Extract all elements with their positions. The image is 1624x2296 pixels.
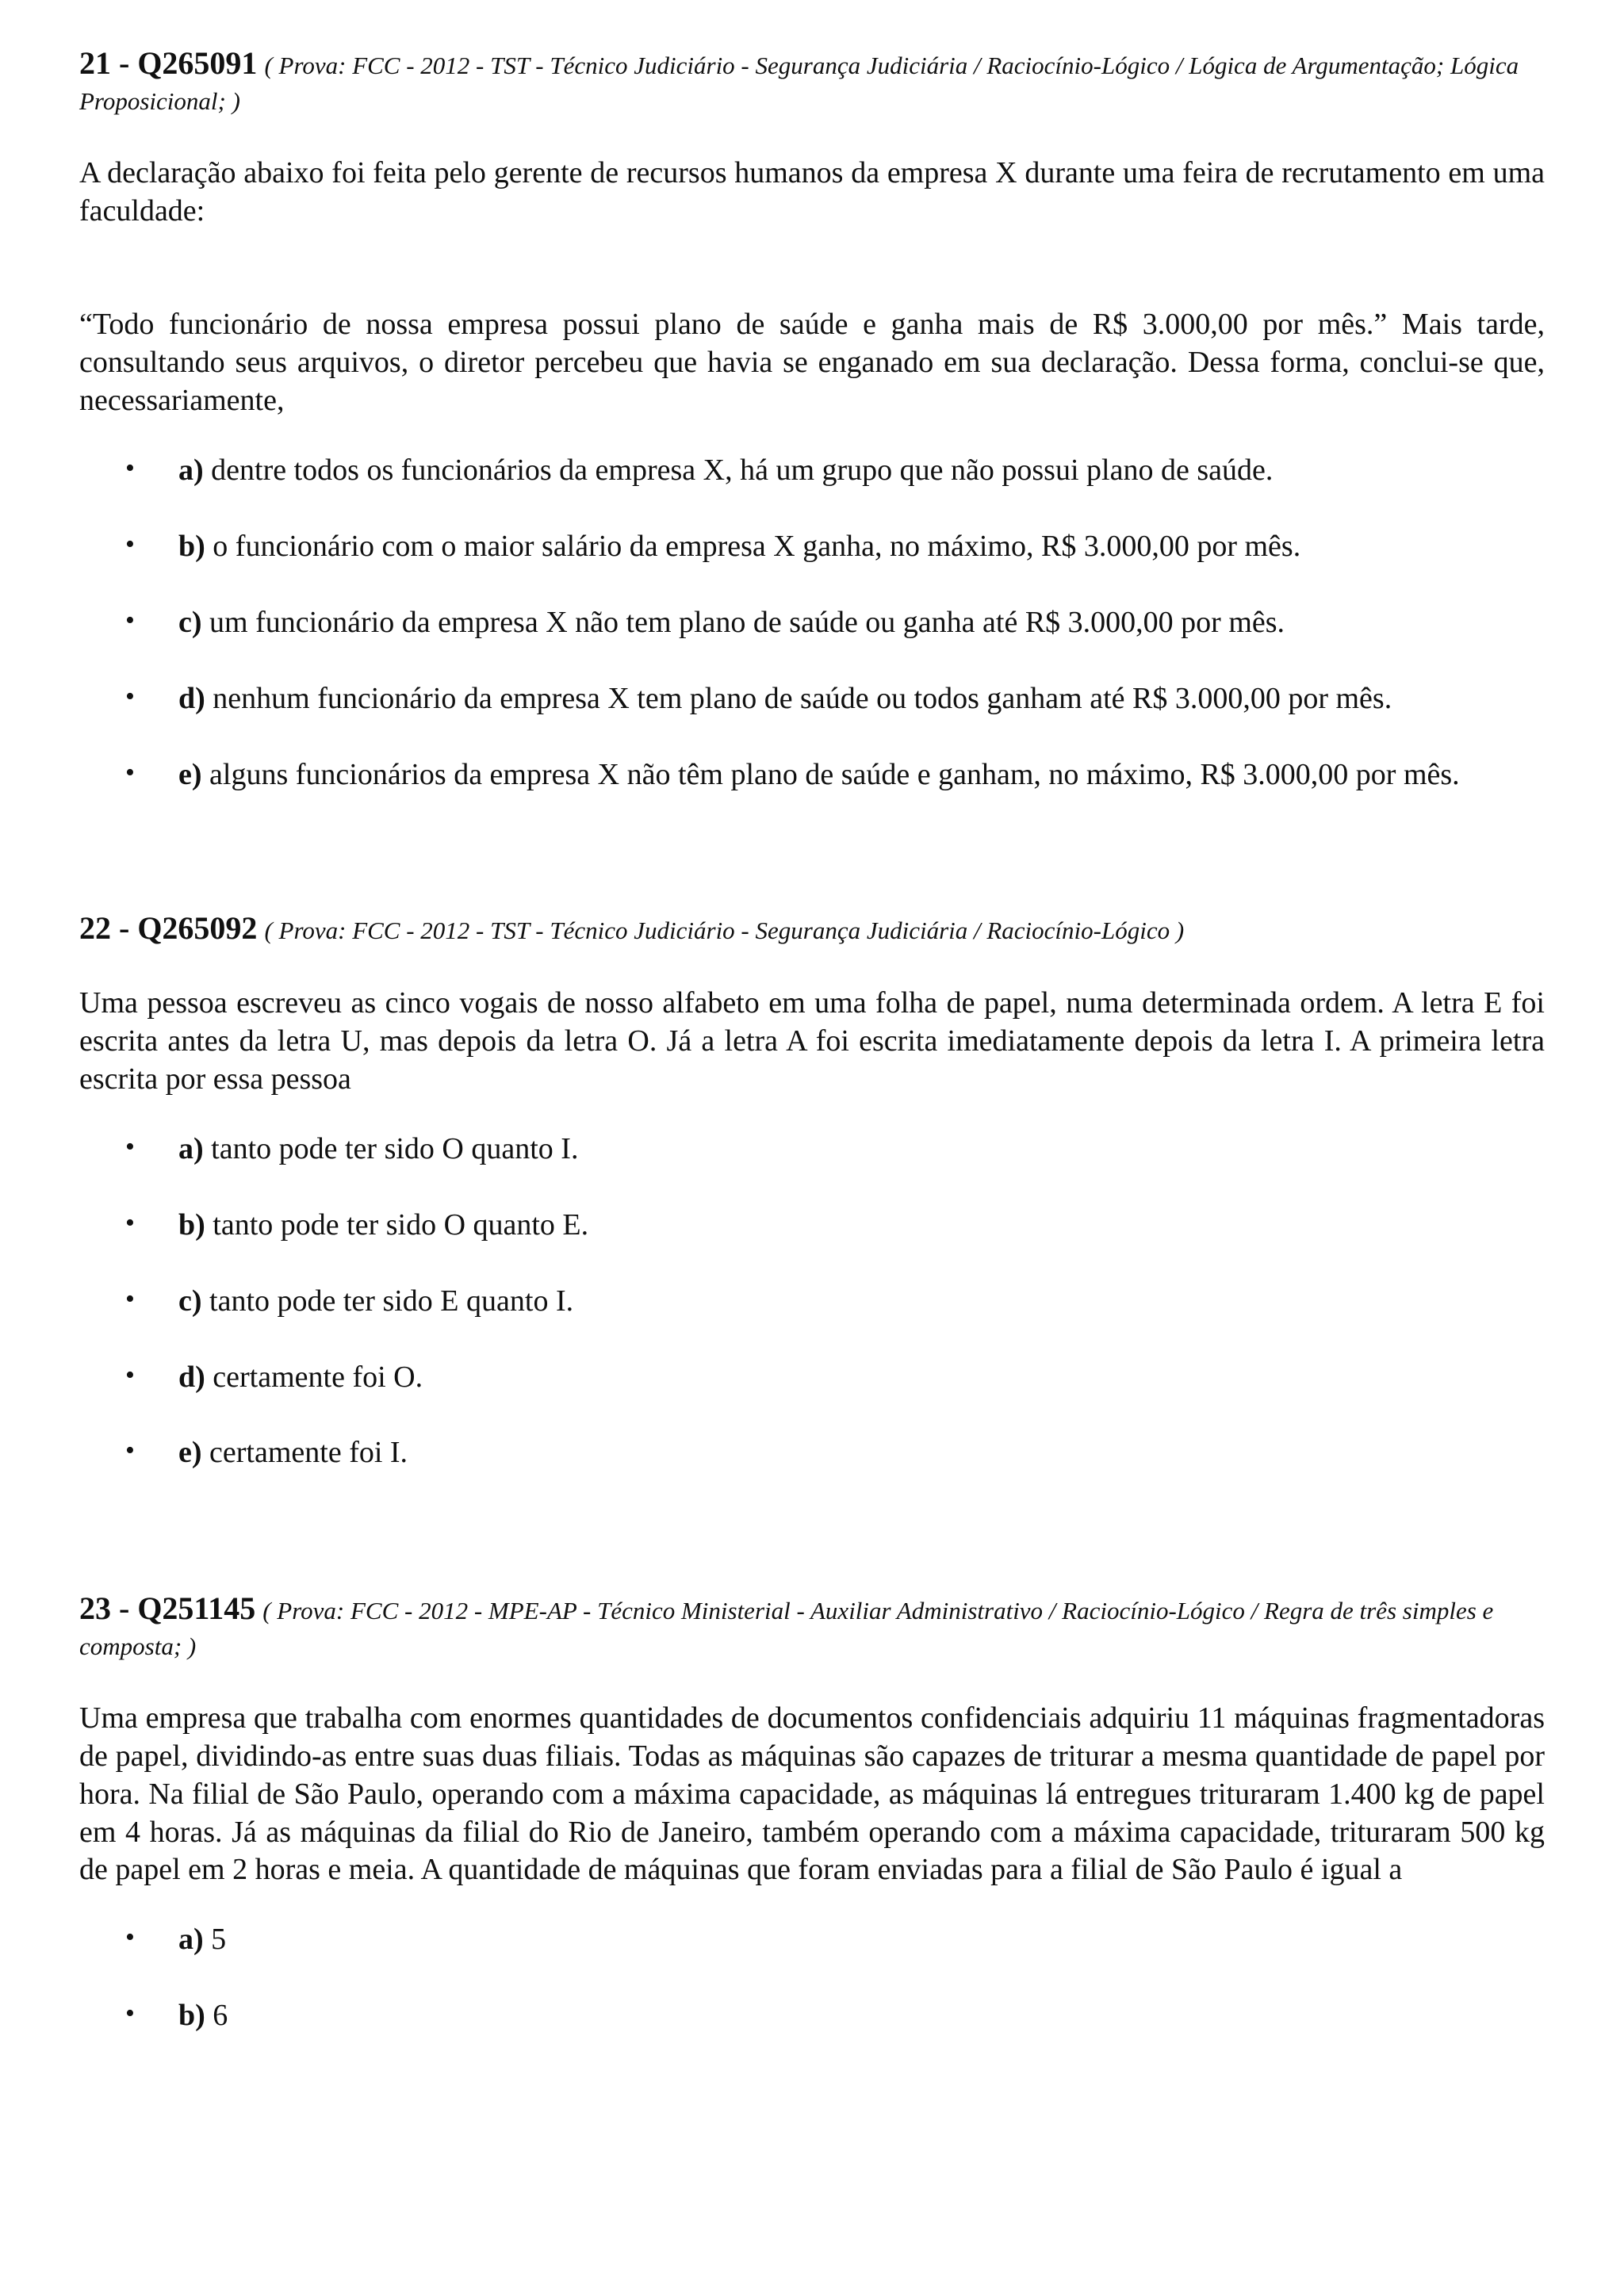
question-number: 23 - Q251145 [79,1590,256,1627]
option-letter: b) [178,529,205,563]
question-23 [79,1590,1545,2035]
question-header [79,909,1545,948]
bullet-icon: • [125,1284,135,1314]
option-letter: d) [178,681,205,715]
question-paragraph: “Todo funcionário de nossa empresa possui plano de saúde e ganha mais de R$ 3.000,00 por mês.” Mais tarde, consultando seus arquivos, o diretor percebeu que havia se enganado em sua declaração. Dessa forma, conclui-se que, necessariamente, [79,308,1545,418]
option-text: nenhum funcionário da empresa X tem plano de saúde ou todos ganham até R$ 3.000,00 por mês. [205,681,1392,715]
question-paragraph: Uma empresa que trabalha com enormes quantidades de documentos confidenciais adquiriu 11 máquinas fragmentadoras de papel, dividindo-as entre suas duas filiais. Todas as máquinas são capazes de triturar a mesma quantidade de papel por hora. Na filial de São Paulo, operando com a máxima capacidade, as máquinas lá entregues trituraram 1.400 kg de papel em 4 horas. Já as máquinas da filial do Rio de Janeiro, também operando com a máxima capacidade, trituraram 500 kg de papel em 2 horas e meia. A quantidade de máquinas que foram enviadas para a filial de São Paulo é igual a [79,1701,1545,1887]
question-meta: ( Prova: FCC - 2012 - MPE-AP - Técnico Ministerial - Auxiliar Administrativo / Raciocínio-Lógico / Regra de três simples e composta; ) [79,1597,1494,1661]
option-letter: c) [178,1284,202,1318]
option-letter: c) [178,605,202,639]
option-text: tanto pode ter sido O quanto E. [205,1207,589,1242]
option-letter: b) [178,1207,205,1242]
options-list [79,452,1545,794]
question-header [79,1590,1545,1663]
option-text: 5 [203,1923,227,1957]
option-d [79,680,1545,718]
option-e [79,1434,1545,1472]
option-c [79,1283,1545,1321]
option-b [79,528,1545,566]
option-text: tanto pode ter sido E quanto I. [201,1284,574,1318]
options-list [79,1131,1545,1472]
bullet-icon: • [125,453,135,484]
option-a [79,1131,1545,1169]
option-letter: b) [178,1999,205,2033]
option-text: 6 [205,1999,228,2033]
option-letter: a) [178,453,204,488]
question-paragraph: A declaração abaixo foi feita pelo gerente de recursos humanos da empresa X durante uma feira de recrutamento em uma faculdade: [79,155,1545,228]
section-spacer [79,832,1545,909]
option-text: o funcionário com o maior salário da empresa X ganha, no máximo, R$ 3.000,00 por mês. [205,529,1301,563]
question-21 [79,44,1545,794]
question-meta: ( Prova: FCC - 2012 - TST - Técnico Judiciário - Segurança Judiciária / Raciocínio-Lógico / Lógica de Argumentação; Lógica Proposicional; ) [79,52,1519,115]
bullet-icon: • [125,757,135,787]
bullet-icon: • [125,1207,135,1238]
question-number: 22 - Q265092 [79,910,258,947]
question-number: 21 - Q265091 [79,45,258,81]
bullet-icon: • [125,1131,135,1161]
option-letter: e) [178,1436,202,1470]
option-b [79,1997,1545,2035]
option-a [79,1921,1545,1959]
bullet-icon: • [125,1999,135,2029]
bullet-icon: • [125,1360,135,1390]
option-letter: a) [178,1131,204,1165]
option-e [79,756,1545,794]
option-a [79,452,1545,490]
question-22 [79,909,1545,1472]
option-text: um funcionário da empresa X não tem plano de saúde ou ganha até R$ 3.000,00 por mês. [201,605,1285,639]
question-header [79,44,1545,118]
section-spacer [79,1510,1545,1590]
bullet-icon: • [125,681,135,711]
option-text: alguns funcionários da empresa X não têm plano de saúde e ganham, no máximo, R$ 3.000,00 por mês. [201,757,1460,791]
bullet-icon: • [125,605,135,635]
bullet-icon: • [125,529,135,559]
option-letter: a) [178,1923,204,1957]
option-d [79,1359,1545,1397]
option-text: certamente foi O. [205,1360,423,1394]
bullet-icon: • [125,1436,135,1466]
document-page [79,44,1545,2073]
option-c [79,604,1545,642]
option-text: tanto pode ter sido O quanto I. [203,1131,579,1165]
bullet-icon: • [125,1923,135,1953]
question-paragraph: Uma pessoa escreveu as cinco vogais de nosso alfabeto em uma folha de papel, numa determinada ordem. A letra E foi escrita antes da letra U, mas depois da letra O. Já a letra A foi escrita imediatamente depois da letra I. A primeira letra escrita por essa pessoa [79,986,1545,1096]
option-letter: d) [178,1360,205,1394]
option-letter: e) [178,757,202,791]
options-list [79,1921,1545,2035]
option-text: dentre todos os funcionários da empresa X, há um grupo que não possui plano de saúde. [203,453,1274,488]
option-b [79,1207,1545,1245]
option-text: certamente foi I. [201,1436,408,1470]
question-meta: ( Prova: FCC - 2012 - TST - Técnico Judiciário - Segurança Judiciária / Raciocínio-Lógico ) [264,916,1185,945]
